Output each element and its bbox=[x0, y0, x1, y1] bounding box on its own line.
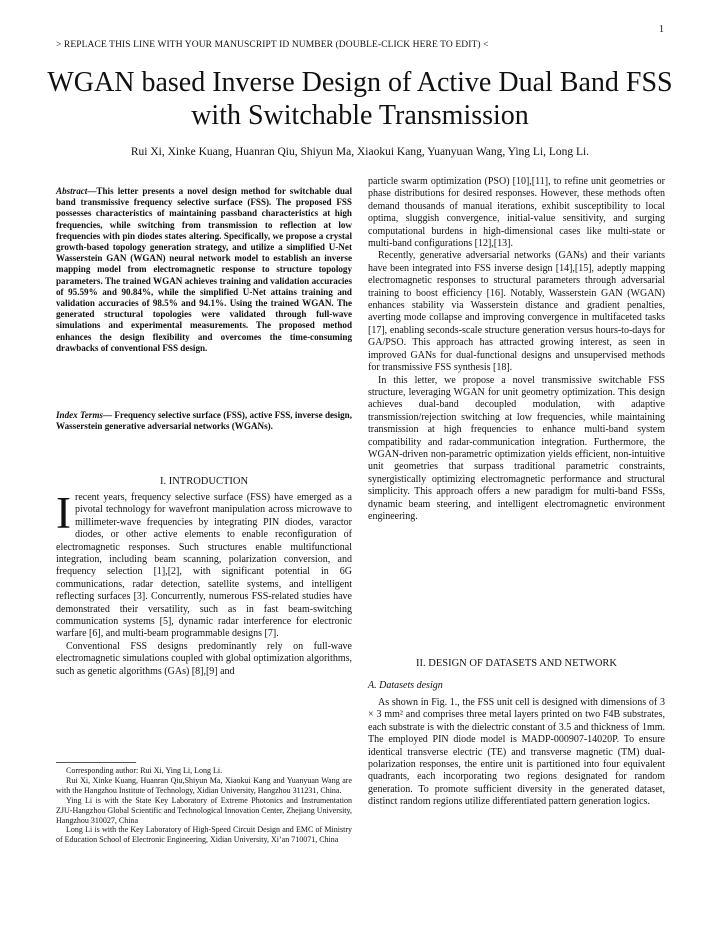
subsection-a-heading: A. Datasets design bbox=[368, 680, 443, 691]
footnote-rule bbox=[56, 762, 136, 763]
footnote-corresponding: Corresponding author: Rui Xi, Ying Li, Long Li. bbox=[66, 766, 223, 775]
footnote-affiliation-1: Rui Xi, Xinke Kuang, Huanran Qiu,Shiyun Ma, Xiaokui Kang and Yuanyuan Wang are with the Hangzhou Institute of Technology, Xidian University, Hangzhou 311231, China. bbox=[56, 775, 352, 795]
intro-continued bbox=[368, 176, 665, 523]
abstract-label: Abstract bbox=[56, 186, 88, 196]
section-2-heading-wrap bbox=[368, 658, 665, 670]
intro-paragraph-3: particle swarm optimization (PSO) [10],[11], to refine unit geometries or phase distributions for desired responses. However, these methods often demand thousands of manual iterations, exhibit susceptibility to local optima, sluggish convergence, initial-value sensitivity, and surging computational burdens in high-dimensional cases like multi-state or multi-band configurations [12],[13]. bbox=[368, 176, 665, 250]
intro-paragraph-2: Conventional FSS designs predominantly rely on full-wave electromagnetic simulations coupled with global optimization algorithms, such as genetic algorithms (GAs) [8],[9] and bbox=[56, 640, 352, 677]
page-number: 1 bbox=[659, 24, 664, 35]
section-2-heading: II. DESIGN OF DATASETS AND NETWORK bbox=[416, 658, 617, 669]
footnote-affiliation-3: Long Li is with the Key Laboratory of High-Speed Circuit Design and EMC of Ministry of Education School of Electronic Engineering, Xidian University, Xi’an 710071, China bbox=[56, 825, 352, 845]
drop-cap: I bbox=[56, 488, 71, 538]
intro-paragraph-5: In this letter, we propose a novel transmissive switchable FSS structure, leveraging WGAN for unit geometry optimization. This design achieves dual-band decoupled modulation, with adaptive transmission/rejection switching at low frequencies, while maintaining transmission at high frequencies to enhance multi-band system compatibility and radar-communication integration. Furthermore, the WGAN-driven non-parametric optimization yields efficient, non-intuitive unit geometries that surpass traditional parametric constraints, synergistically optimizing electromagnetic performance and structural simplicity. This approach offers a new paradigm for multi-band FSSs, dynamic beam steering, and intelligent electromagnetic environment engineering. bbox=[368, 374, 665, 522]
index-terms bbox=[56, 410, 352, 432]
index-terms-text: — Frequency selective surface (FSS), active FSS, inverse design, Wasserstein generative adversarial networks (WGANs). bbox=[56, 410, 352, 432]
paper-title: WGAN based Inverse Design of Active Dual Band FSS with Switchable Transmission bbox=[47, 67, 673, 131]
abstract-text: —This letter presents a novel design method for switchable dual band transmissive frequency selective surface (FSS). The proposed FSS possesses characteristics of maintaining passband characteristics at high frequencies, while switching from transmission to reflection at low frequencies with pin diodes states altering. Specifically, we propose a crystal growth-based topology generation strategy, and utilize a simplified U-Net Wasserstein GAN (WGAN) neural network model to establish an inverse mapping model from electromagnetic response to structure topology parameters. The trained WGAN achieves training and validation accuracies of 95.59% and 90.84%, while the simplified U-Net attains training and validation accuracies of 98.5% and 94.1%. Using the trained WGAN. The generated structural topologies were validated through full-wave simulations and experimental measurements. The proposed method enhances the design flexibility and overcomes the time-consuming drawbacks of conventional FSS design. bbox=[56, 186, 352, 353]
author-list: Rui Xi, Xinke Kuang, Huanran Qiu, Shiyun Ma, Xiaokui Kang, Yuanyuan Wang, Ying Li, Long Li. bbox=[130, 146, 590, 158]
datasets-body bbox=[368, 697, 665, 809]
intro-paragraph-1-text: recent years, frequency selective surface (FSS) have emerged as a pivotal technology for wavefront manipulation across microwave to millimeter-wave frequencies by integrating PIN diodes, varactor diodes, or other active elements to enable reconfiguration of electromagnetic responses. Such structures enable multifunctional integration, including beam scanning, polarization conversion, and frequency selection [1],[2], with significant potential in 6G communications, radar detection, satellite systems, and intelligent reflecting surfaces [3]. Concurrently, numerous FSS-related studies have demonstrated their versatility, such as in fast beam-switching communication systems [5], dynamic radar interference for electronic warfare [6], and multi-beam programmable designs [7]. bbox=[56, 492, 352, 640]
intro-paragraph-4: Recently, generative adversarial networks (GANs) and their variants have been integrated into FSS inverse design [14],[15], adeptly mapping electromagnetic responses to structural parameters through adversarial training to boost efficiency [16]. Notably, Wasserstein GAN (WGAN) enhances stability via Wasserstein distance and gradient penalties, averting mode collapse and improving convergence in multifaceted tasks [17], enabling seconds-scale structure generation versus hours-to-days for GA/PSO. This approach has attracted growing interest, as seen in improved GANs for dual-functional designs and unsupervised methods for transmissive FSS synthesis [18]. bbox=[368, 250, 665, 374]
index-terms-label: Index Terms bbox=[56, 410, 103, 420]
intro-paragraph-1 bbox=[56, 488, 352, 641]
datasets-paragraph: As shown in Fig. 1., the FSS unit cell is designed with dimensions of 3 × 3 mm² and comprises three metal layers printed on two F4B substrates, each substrate is with the dielectric constant of 3.5 and thickness of 1mm. The employed PIN diode model is MADP-000907-14020P. To ensure identical transverse electric (TE) and transverse magnetic (TM) dual-polarization responses, the entire unit is partitioned into four equivalent quadrants, each incorporating two regions designated for random generation. To promote sufficient diversity in the generated dataset, distinct random regions utilize differentiated pattern generation logics. bbox=[368, 697, 665, 808]
section-1-heading: I. INTRODUCTION bbox=[159, 476, 249, 487]
footnote-affiliation-2: Ying Li is with the State Key Laboratory of Extreme Photonics and Instrumentation ZJU-Hangzhou Global Scientific and Technological Innovation Center, Zhejiang University, Hangzhou 310027, China bbox=[56, 795, 352, 825]
footnotes bbox=[56, 766, 352, 845]
abstract bbox=[56, 186, 352, 354]
section-1-heading-wrap bbox=[56, 476, 352, 488]
manuscript-id-line[interactable]: > REPLACE THIS LINE WITH YOUR MANUSCRIPT ID NUMBER (DOUBLE-CLICK HERE TO EDIT) < bbox=[56, 40, 489, 50]
introduction-body bbox=[56, 488, 352, 678]
